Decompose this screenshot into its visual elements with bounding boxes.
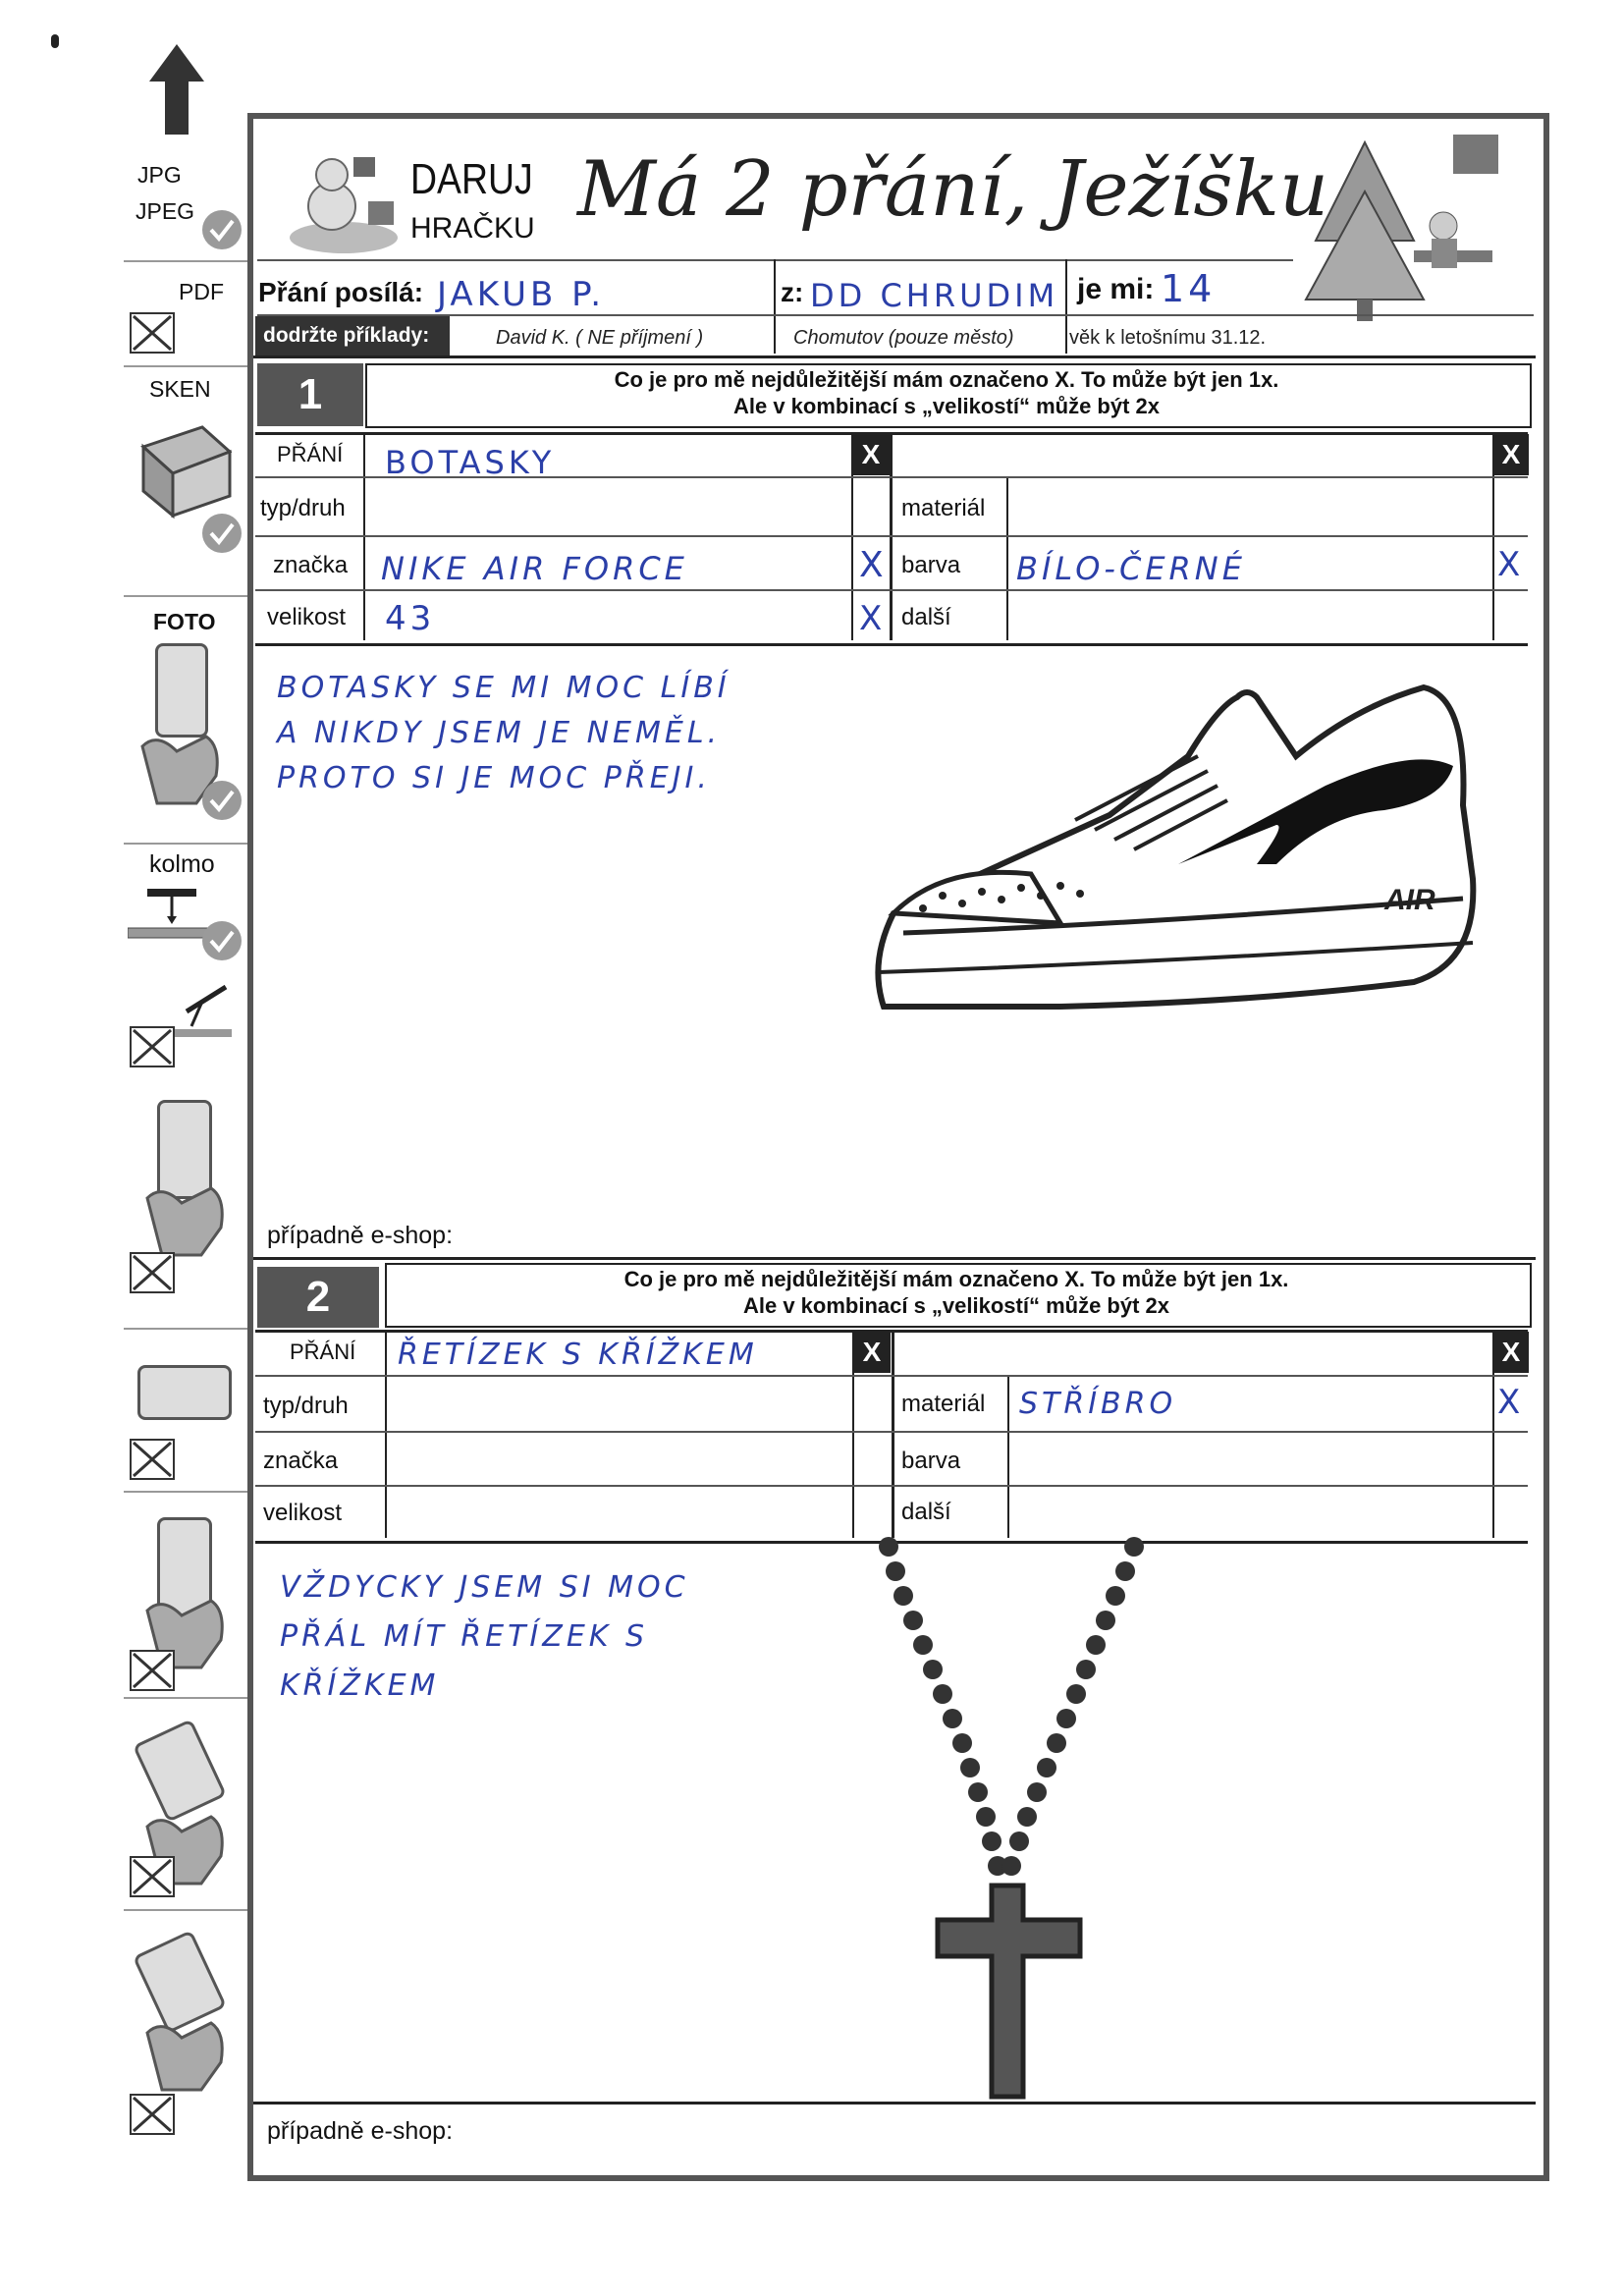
age-label: je mi: [1077, 273, 1155, 305]
cross-box-icon [130, 2094, 175, 2135]
brand-label: značka [273, 552, 349, 578]
note-line: PROTO SI JE MOC PŘEJI. [277, 761, 711, 795]
size-label: velikost [263, 1500, 343, 1526]
priority-x-header: X [1493, 434, 1529, 475]
material-field[interactable]: STŘÍBRO [1019, 1387, 1177, 1421]
sidebar-kolmo-label: kolmo [149, 850, 215, 878]
instruction-line1: Co je pro mě nejdůležitější mám označeno X. To může být jen 1x. [614, 367, 1279, 392]
eshop-field[interactable] [471, 1218, 1512, 1253]
check-icon [202, 921, 242, 960]
from-label: z: [781, 277, 804, 307]
type-label: typ/druh [260, 495, 346, 521]
priority-x-header: X [853, 1332, 891, 1373]
up-arrow-icon [147, 44, 206, 137]
sidebar-jpeg-label: JPEG [135, 198, 195, 224]
cross-box-icon [130, 312, 175, 354]
necklace-drawing [854, 1532, 1178, 2102]
sidebar-divider [124, 595, 249, 597]
check-icon [202, 210, 242, 249]
example-age: věk k letošnímu 31.12. [1069, 327, 1267, 349]
sidebar-jpg-label: JPG [137, 162, 182, 188]
sneaker-drawing [864, 668, 1492, 1021]
sidebar-divider [124, 1328, 249, 1330]
christmas-tree-icon [1296, 133, 1502, 329]
snowman-logo-icon [285, 147, 403, 255]
brand-label: značka [263, 1448, 339, 1474]
instruction-line2: Ale v kombinací s „velikostí“ může být 2x [732, 394, 1161, 418]
wish-field[interactable]: ŘETÍZEK S KŘÍŽKEM [398, 1338, 758, 1372]
brand-mark[interactable]: X [859, 545, 888, 585]
page-title: Má 2 přání, Ježíšku [577, 145, 1329, 234]
table-row-line [255, 1485, 1528, 1487]
sender-field[interactable]: JAKUB P. [437, 275, 606, 314]
row-divider [774, 259, 776, 354]
hand-icon [142, 1159, 231, 1257]
note-line: BOTASKY SE MI MOC LÍBÍ [277, 671, 731, 705]
sidebar-divider [124, 1909, 249, 1911]
section-divider [253, 1257, 1536, 1260]
instruction-line2: Ale v kombinací s „velikostí“ může být 2x [742, 1293, 1170, 1318]
sneaker-air-label: AIR [1384, 884, 1435, 916]
size-mark[interactable]: X [859, 599, 887, 638]
table-col-line [1007, 1375, 1009, 1538]
corner-mark [51, 34, 59, 48]
sidebar-pdf-label: PDF [179, 279, 224, 304]
color-label: barva [901, 552, 961, 578]
sidebar-divider [124, 260, 249, 262]
wish-label: PŘÁNÍ [277, 442, 344, 466]
eshop-label: případně e-shop: [267, 2117, 454, 2145]
cross-box-icon [130, 1439, 175, 1480]
other-label: další [901, 1499, 951, 1525]
table-col-line [892, 1330, 894, 1538]
brand-field[interactable]: NIKE AIR FORCE [381, 550, 688, 587]
sidebar-divider [124, 365, 249, 367]
note-line: A NIKDY JSEM JE NEMĚL. [277, 716, 722, 750]
sidebar-foto-label: FOTO [153, 609, 216, 634]
color-label: barva [901, 1448, 961, 1474]
check-icon [202, 514, 242, 553]
cross-box-icon [130, 1026, 175, 1067]
note-line: VŽDYCKY JSEM SI MOC [280, 1570, 689, 1605]
sidebar-divider [124, 1491, 249, 1493]
wish-number-badge: 1 [257, 363, 363, 426]
age-field[interactable]: 14 [1161, 267, 1217, 310]
hand-icon [142, 1994, 231, 2092]
examples-label: dodržte příklady: [255, 316, 450, 355]
material-label: materiál [901, 495, 986, 521]
material-mark[interactable]: X [1497, 1383, 1525, 1422]
eshop-field[interactable] [471, 2113, 1512, 2149]
phone-landscape-icon [137, 1365, 232, 1420]
color-field[interactable]: BÍLO-ČERNÉ [1016, 550, 1246, 587]
material-label: materiál [901, 1391, 986, 1417]
logo-daruj: DARUJ [410, 155, 533, 203]
type-label: typ/druh [263, 1393, 349, 1419]
table-col-line [1006, 476, 1008, 640]
note-line: PŘÁL MÍT ŘETÍZEK S [280, 1619, 649, 1654]
wish-note[interactable] [277, 666, 731, 801]
row-divider [1065, 259, 1067, 354]
wish-number-badge: 2 [257, 1267, 379, 1328]
table-row-line [255, 535, 1528, 537]
sidebar-divider [124, 1697, 249, 1699]
example-name: David K. ( NE příjmení ) [496, 327, 704, 349]
from-field[interactable]: DD CHRUDIM [810, 277, 1059, 314]
priority-x-header: X [1493, 1332, 1529, 1373]
color-mark[interactable]: X [1497, 545, 1525, 584]
tilted-camera-icon [167, 982, 236, 1041]
sidebar-divider [124, 843, 249, 845]
example-city: Chomutov (pouze město) [793, 327, 1014, 349]
size-label: velikost [267, 604, 347, 630]
table-row-line [255, 1375, 1528, 1377]
logo-hracku: HRAČKU [410, 212, 535, 245]
table-col-line [385, 1330, 387, 1538]
cross-box-icon [130, 1650, 175, 1691]
wish-field[interactable]: BOTASKY [385, 444, 556, 481]
table-row-line [255, 589, 1528, 591]
other-label: další [901, 604, 951, 630]
priority-x-header: X [852, 434, 890, 475]
eshop-label: případně e-shop: [267, 1222, 454, 1249]
wish-note[interactable] [280, 1563, 689, 1711]
section-divider [253, 2102, 1536, 2105]
cross-box-icon [130, 1856, 175, 1897]
size-field[interactable]: 43 [385, 599, 436, 638]
check-icon [202, 781, 242, 820]
scanner-icon [134, 412, 232, 520]
wish-label: PŘÁNÍ [290, 1339, 356, 1364]
instruction-line1: Co je pro mě nejdůležitější mám označeno X. To může být jen 1x. [623, 1267, 1289, 1291]
cross-box-icon [130, 1252, 175, 1293]
sender-label: Přání posílá: [258, 277, 424, 307]
sidebar-sken-label: SKEN [149, 376, 211, 402]
table-row-line [255, 1431, 1528, 1433]
header-bottom-line [253, 355, 1536, 358]
note-line: KŘÍŽKEM [280, 1668, 440, 1703]
